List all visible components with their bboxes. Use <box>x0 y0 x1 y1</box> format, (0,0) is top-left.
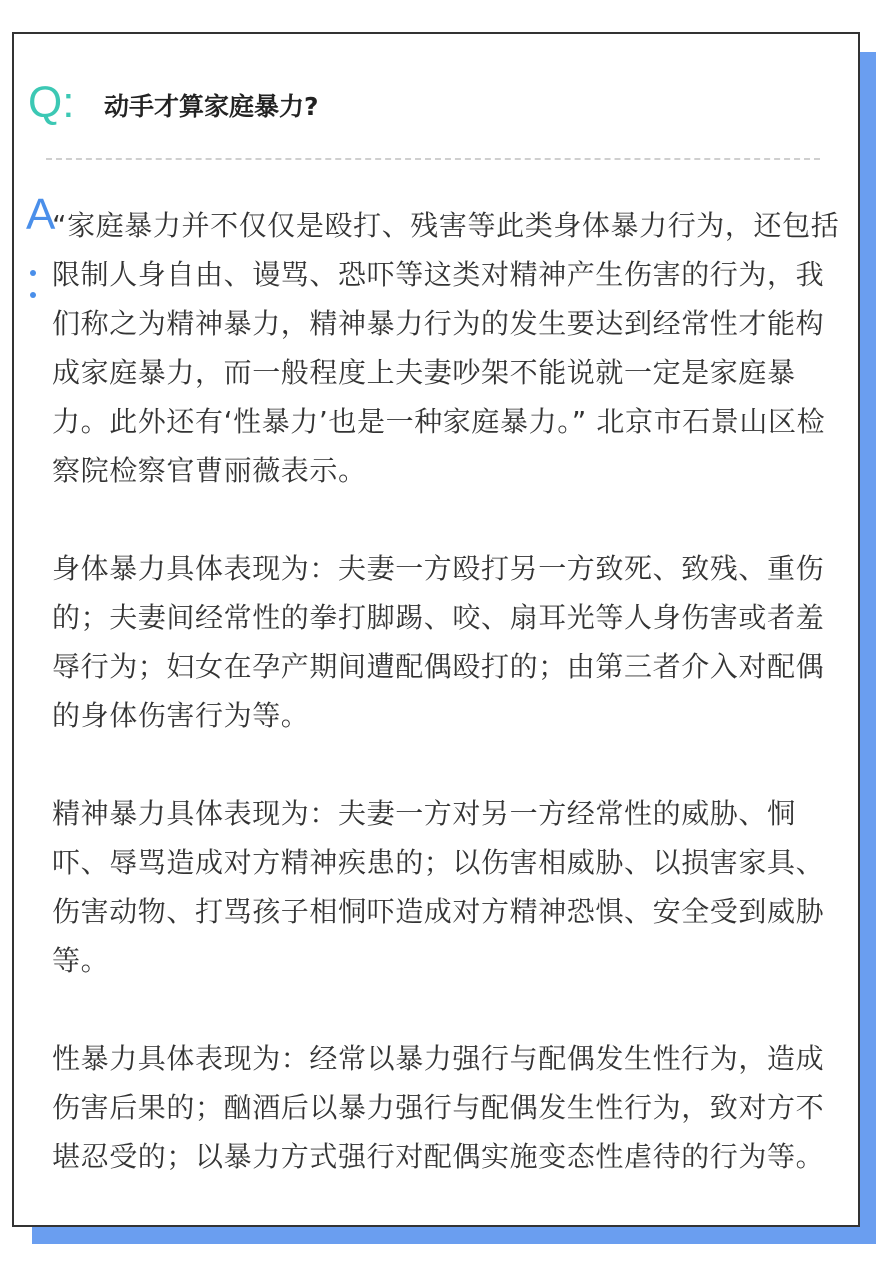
answer-paragraph-intro: “家庭暴力并不仅仅是殴打、残害等此类身体暴力行为，还包括限制人身自由、谩骂、恐吓等这类对精神产生伤害的行为，我们称之为精神暴力，精神暴力行为的发生要达到经常性才能构成家庭暴力，而一般程度上夫妻吵架不能说就一定是家庭暴力。此外还有‘性暴力’也是一种家庭暴力。” 北京市石景山区检察院检察官曹丽薇表示。 <box>52 209 840 487</box>
answer-paragraph-physical-violence: 身体暴力具体表现为：夫妻一方殴打另一方致死、致残、重伤的；夫妻间经常性的拳打脚踢、咬、扇耳光等人身伤害或者羞辱行为；妇女在孕产期间遭配偶殴打的；由第三者介入对配偶的身体伤害行为等。 <box>52 552 825 732</box>
qa-card <box>12 32 860 1227</box>
answer-paragraph-sexual-violence: 性暴力具体表现为：经常以暴力强行与配偶发生性行为，造成伤害后果的；酗酒后以暴力强行与配偶发生性行为，致对方不堪忍受的；以暴力方式强行对配偶实施变态性虐待的行为等。 <box>52 1042 825 1173</box>
answer-colon-dot-bottom <box>30 292 36 298</box>
question-text: 动手才算家庭暴力? <box>104 92 319 121</box>
question-marker: Q: <box>28 78 75 127</box>
answer-marker: A <box>26 190 56 239</box>
answer-paragraph-mental-violence: 精神暴力具体表现为：夫妻一方对另一方经常性的威胁、恫吓、辱骂造成对方精神疾患的；以伤害相威胁、以损害家具、伤害动物、打骂孩子相恫吓造成对方精神恐惧、安全受到威胁等。 <box>52 797 825 977</box>
answer-body <box>52 201 842 1181</box>
dashed-divider <box>46 158 820 160</box>
answer-colon-dot-top <box>30 270 36 276</box>
